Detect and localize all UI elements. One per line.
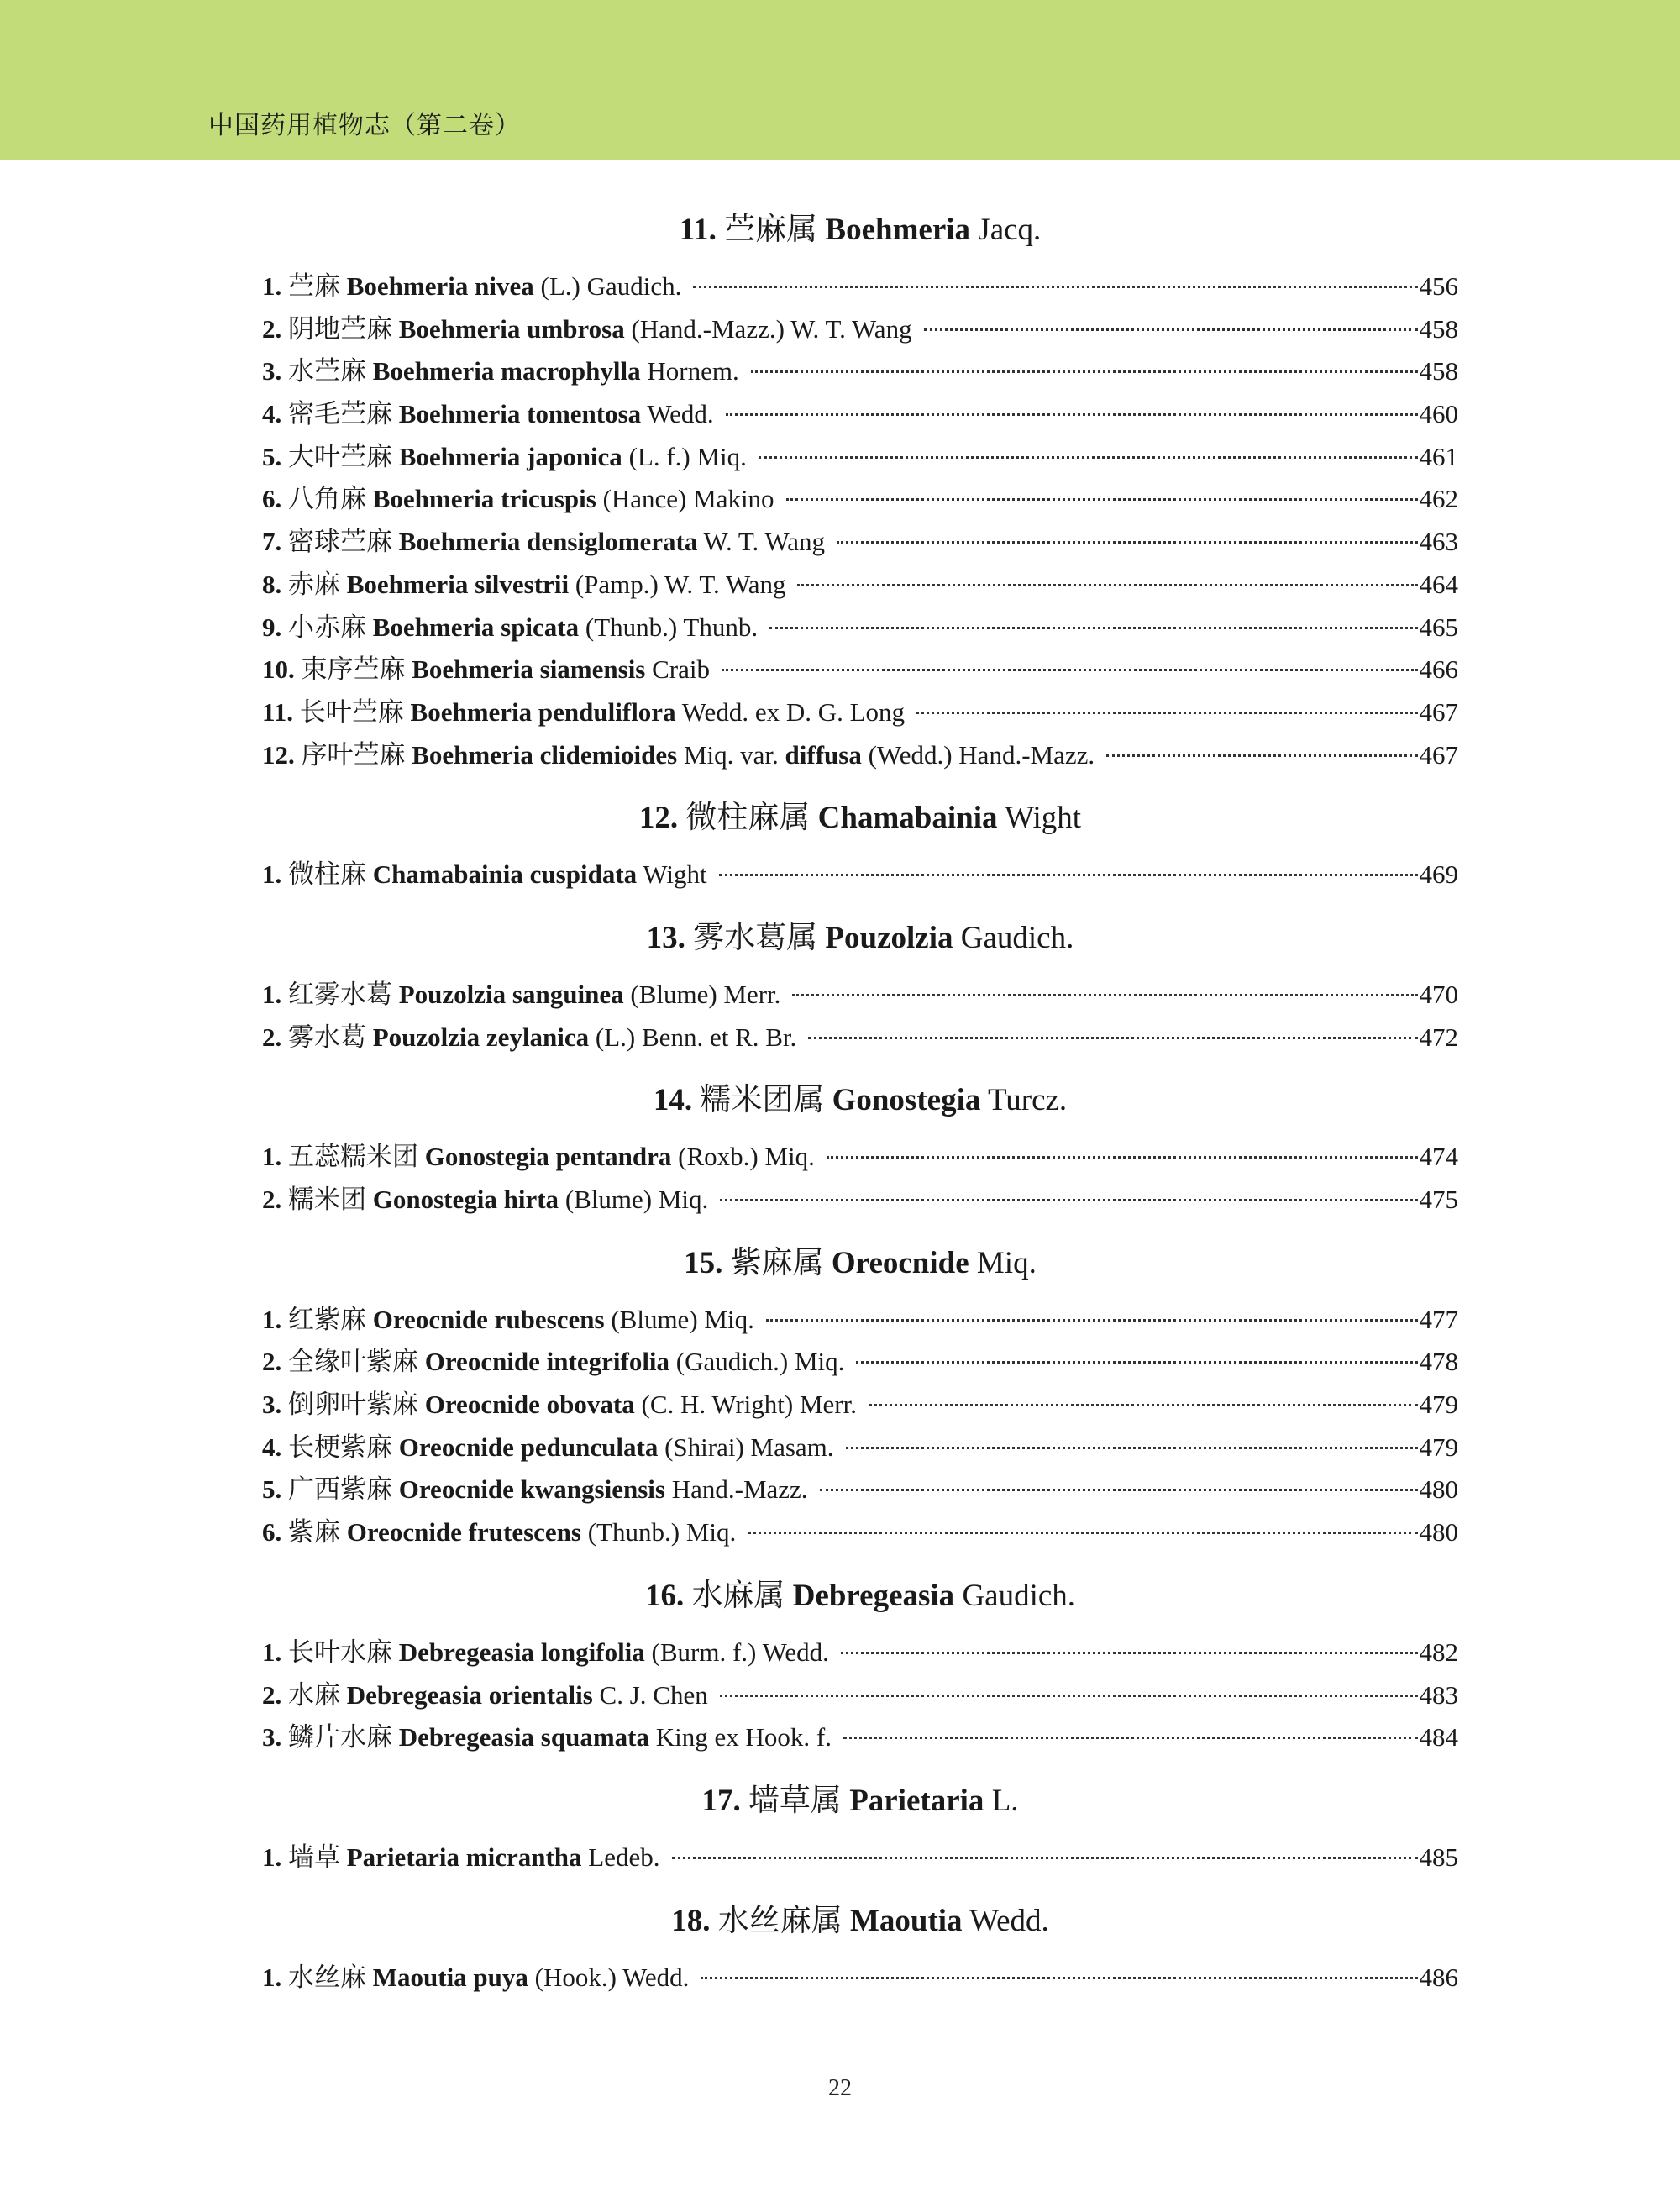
species-entry[interactable] <box>262 734 1458 777</box>
genus-number: 18. <box>671 1903 711 1938</box>
species-chinese-name: 水丝麻 <box>288 1962 366 1992</box>
species-number: 1. <box>262 979 282 1009</box>
genus-heading <box>262 1228 1458 1299</box>
species-chinese-name: 糯米团 <box>288 1185 366 1214</box>
species-scientific-name: Boehmeria tricuspis <box>372 484 596 514</box>
genus-number: 14. <box>653 1083 693 1118</box>
genus-chinese-name: 紫麻属 <box>730 1245 824 1280</box>
species-label <box>262 1299 754 1342</box>
species-scientific-name: Boehmeria penduliflora <box>410 696 676 727</box>
species-author: (Blume) Miq. <box>564 1185 709 1214</box>
species-number: 2. <box>262 313 282 344</box>
species-label <box>262 734 1095 777</box>
species-scientific-name: Oreocnide pedunculata <box>398 1432 659 1462</box>
species-label <box>262 521 825 564</box>
species-author: (Hance) Makino <box>602 484 774 514</box>
dot-leader <box>719 874 1418 876</box>
table-of-contents <box>262 195 1458 1999</box>
genus-chinese-name: 糯米团属 <box>700 1083 825 1118</box>
species-author: (L.) Gaudich. <box>540 271 682 301</box>
species-label <box>262 1427 834 1469</box>
species-entry[interactable] <box>262 308 1458 351</box>
species-author: (Pamp.) W. T. Wang <box>575 569 786 599</box>
genus-author: Gaudich. <box>962 1578 1076 1613</box>
species-chinese-name: 全缘叶紫麻 <box>288 1347 418 1377</box>
dot-leader <box>786 498 1418 501</box>
species-entry[interactable] <box>262 1837 1458 1879</box>
species-scientific-name: Debregeasia squamata <box>398 1722 649 1752</box>
species-author: Ledeb. <box>588 1842 660 1872</box>
page-reference: 463 <box>1419 527 1458 557</box>
page-reference: 480 <box>1419 1474 1458 1505</box>
dot-leader <box>769 627 1417 629</box>
dot-leader <box>1106 754 1417 757</box>
species-scientific-name: Boehmeria japonica <box>398 441 622 471</box>
page-reference: 477 <box>1419 1304 1458 1334</box>
species-label <box>262 854 707 896</box>
genus-number: 15. <box>684 1245 723 1280</box>
species-number: 6. <box>262 1517 282 1548</box>
page-reference: 456 <box>1419 271 1458 301</box>
species-label <box>262 1957 689 1999</box>
species-number: 4. <box>262 399 282 429</box>
species-author: Miq. var. <box>683 739 779 770</box>
species-entry[interactable] <box>262 1511 1458 1554</box>
species-number: 5. <box>262 1474 282 1505</box>
species-scientific-name: Boehmeria umbrosa <box>398 313 625 344</box>
species-chinese-name: 紫麻 <box>288 1517 340 1548</box>
species-author: (Gaudich.) Miq. <box>675 1347 845 1377</box>
dot-leader <box>820 1489 1418 1491</box>
species-entry[interactable] <box>262 1341 1458 1384</box>
species-number: 2. <box>262 1022 282 1052</box>
genus-heading <box>262 1065 1458 1136</box>
species-scientific-name: Boehmeria tomentosa <box>398 399 642 429</box>
species-entry[interactable] <box>262 1017 1458 1059</box>
species-chinese-name: 密球苎麻 <box>288 527 392 557</box>
species-chinese-name: 五蕊糯米团 <box>288 1142 418 1172</box>
genus-author: Jacq. <box>978 213 1042 247</box>
dot-leader <box>748 1532 1417 1534</box>
page-reference: 474 <box>1419 1142 1458 1172</box>
species-chinese-name: 长梗紫麻 <box>288 1432 392 1462</box>
genus-author: Gaudich. <box>960 920 1074 955</box>
dot-leader <box>797 584 1417 586</box>
page-reference: 469 <box>1419 859 1458 890</box>
species-scientific-name: Boehmeria densiglomerata <box>398 527 698 557</box>
species-author: (Hand.-Mazz.) W. T. Wang <box>631 313 912 344</box>
species-chinese-name: 红紫麻 <box>288 1304 366 1334</box>
page-reference: 464 <box>1419 569 1458 599</box>
species-scientific-name: Oreocnide kwangsiensis <box>398 1474 665 1505</box>
dot-leader <box>827 1156 1418 1159</box>
species-label <box>262 691 905 734</box>
species-label <box>262 478 774 521</box>
species-chinese-name: 阴地苎麻 <box>288 313 392 344</box>
species-label <box>262 393 714 436</box>
genus-section <box>262 1561 1458 1759</box>
page-number: 22 <box>828 2075 852 2101</box>
species-author: (Blume) Miq. <box>611 1304 754 1334</box>
dot-leader <box>693 286 1417 288</box>
genus-chinese-name: 墙草属 <box>748 1783 842 1818</box>
page-reference: 478 <box>1419 1347 1458 1377</box>
species-author: C. J. Chen <box>599 1679 708 1710</box>
species-scientific-name: Parietaria micrantha <box>346 1842 582 1872</box>
genus-scientific-name: Parietaria <box>849 1783 984 1818</box>
page-reference: 461 <box>1419 441 1458 471</box>
species-number: 8. <box>262 569 282 599</box>
species-label <box>262 1179 708 1222</box>
genus-number: 17. <box>701 1783 741 1818</box>
page-reference: 462 <box>1419 484 1458 514</box>
species-label <box>262 1716 832 1759</box>
species-entry[interactable] <box>262 1136 1458 1179</box>
species-entry[interactable] <box>262 691 1458 734</box>
genus-section <box>262 1886 1458 1999</box>
dot-leader <box>726 413 1418 416</box>
genus-section <box>262 903 1458 1059</box>
species-scientific-name: Boehmeria nivea <box>346 271 534 301</box>
dot-leader <box>672 1857 1418 1859</box>
species-chinese-name: 密毛苎麻 <box>288 399 392 429</box>
genus-chinese-name: 微柱麻属 <box>685 801 811 836</box>
species-number: 7. <box>262 527 282 557</box>
species-author: Hornem. <box>647 356 739 386</box>
dot-leader <box>916 712 1417 714</box>
species-chinese-name: 微柱麻 <box>288 859 366 890</box>
species-chinese-name: 序叶苎麻 <box>301 739 406 770</box>
species-entry[interactable] <box>262 1469 1458 1511</box>
dot-leader <box>808 1037 1417 1039</box>
species-label <box>262 436 747 479</box>
species-author: W. T. Wang <box>703 527 825 557</box>
species-chinese-name: 长叶苎麻 <box>299 696 404 727</box>
species-scientific-name: Maoutia puya <box>372 1962 528 1992</box>
dot-leader <box>841 1652 1418 1654</box>
species-number: 2. <box>262 1185 282 1214</box>
species-scientific-name: Debregeasia orientalis <box>346 1679 593 1710</box>
dot-leader <box>846 1447 1418 1449</box>
species-entry[interactable] <box>262 1384 1458 1427</box>
species-entry[interactable] <box>262 1957 1458 1999</box>
species-author: (Shirai) Masam. <box>664 1432 834 1462</box>
species-entry[interactable] <box>262 1427 1458 1469</box>
species-number: 10. <box>262 654 295 685</box>
species-number: 5. <box>262 441 282 471</box>
genus-scientific-name: Boehmeria <box>825 213 971 247</box>
page-reference: 479 <box>1419 1390 1458 1420</box>
species-entry[interactable] <box>262 350 1458 393</box>
species-label <box>262 350 739 393</box>
species-scientific-name: Debregeasia longifolia <box>398 1637 645 1667</box>
genus-scientific-name: Oreocnide <box>831 1245 969 1280</box>
species-label <box>262 1511 736 1554</box>
page-reference: 466 <box>1419 654 1458 685</box>
species-entry[interactable] <box>262 1179 1458 1222</box>
species-entry[interactable] <box>262 854 1458 896</box>
page-reference: 484 <box>1419 1722 1458 1752</box>
species-number: 3. <box>262 356 282 386</box>
species-author: King ex Hook. f. <box>655 1722 832 1752</box>
species-chinese-name: 长叶水麻 <box>288 1637 392 1667</box>
species-number: 1. <box>262 1842 282 1872</box>
dot-leader <box>701 1977 1417 1979</box>
species-chinese-name: 鳞片水麻 <box>288 1722 392 1752</box>
genus-chinese-name: 苎麻属 <box>724 213 818 247</box>
species-chinese-name: 广西紫麻 <box>288 1474 392 1505</box>
species-author: (L.) Benn. et R. Br. <box>595 1022 797 1052</box>
species-entry[interactable] <box>262 1299 1458 1342</box>
species-scientific-name: Chamabainia cuspidata <box>372 859 638 890</box>
species-number: 1. <box>262 1142 282 1172</box>
species-entry[interactable] <box>262 521 1458 564</box>
species-number: 1. <box>262 1637 282 1667</box>
species-entry[interactable] <box>262 974 1458 1017</box>
genus-section <box>262 1766 1458 1879</box>
genus-heading <box>262 1561 1458 1632</box>
species-number: 1. <box>262 1962 282 1992</box>
species-author: (C. H. Wright) Merr. <box>641 1390 857 1420</box>
genus-author: Wedd. <box>969 1903 1049 1938</box>
species-entry[interactable] <box>262 607 1458 649</box>
genus-scientific-name: Debregeasia <box>792 1578 955 1613</box>
species-chinese-name: 雾水葛 <box>288 1022 366 1052</box>
species-author: Wedd. ex D. G. Long <box>681 696 906 727</box>
book-title: 中国药用植物志（第二卷） <box>208 111 521 140</box>
species-number: 9. <box>262 612 282 642</box>
species-chinese-name: 水麻 <box>288 1679 340 1710</box>
genus-heading <box>262 903 1458 974</box>
page-reference: 486 <box>1419 1962 1458 1992</box>
page-reference: 480 <box>1419 1517 1458 1548</box>
species-author: (Thunb.) Thunb. <box>585 612 759 642</box>
species-chinese-name: 八角麻 <box>288 484 366 514</box>
species-entry[interactable] <box>262 265 1458 308</box>
species-scientific-name: Boehmeria macrophylla <box>372 356 641 386</box>
species-author: (Thunb.) Miq. <box>587 1517 737 1548</box>
genus-number: 16. <box>644 1578 685 1613</box>
species-scientific-name: Oreocnide integrifolia <box>424 1347 670 1377</box>
page-reference: 460 <box>1419 399 1458 429</box>
variety-author: (Wedd.) Hand.-Mazz. <box>868 739 1095 770</box>
species-chinese-name: 小赤麻 <box>288 612 366 642</box>
dot-leader <box>837 541 1418 544</box>
genus-section <box>262 195 1458 776</box>
species-entry[interactable] <box>262 393 1458 436</box>
page-reference: 485 <box>1419 1842 1458 1872</box>
species-scientific-name: Boehmeria clidemioides <box>412 739 678 770</box>
species-scientific-name: Oreocnide rubescens <box>372 1304 605 1334</box>
page-reference: 470 <box>1419 979 1458 1009</box>
genus-section <box>262 1228 1458 1554</box>
page-reference: 482 <box>1419 1637 1458 1667</box>
genus-author: Wight <box>1005 801 1082 836</box>
species-scientific-name: Gonostegia pentandra <box>424 1142 672 1172</box>
page-reference: 483 <box>1419 1679 1458 1710</box>
species-label <box>262 974 780 1017</box>
species-entry[interactable] <box>262 1716 1458 1759</box>
species-number: 3. <box>262 1722 282 1752</box>
species-scientific-name: Boehmeria siamensis <box>412 654 646 685</box>
dot-leader <box>843 1737 1418 1739</box>
species-number: 12. <box>262 739 295 770</box>
species-chinese-name: 水苎麻 <box>288 356 366 386</box>
genus-chinese-name: 雾水葛属 <box>693 920 818 955</box>
page-reference: 467 <box>1419 696 1458 727</box>
genus-number: 12. <box>638 801 679 836</box>
species-author: Craib <box>652 654 710 685</box>
species-scientific-name: Gonostegia hirta <box>372 1185 559 1214</box>
species-scientific-name: Pouzolzia zeylanica <box>372 1022 590 1052</box>
species-chinese-name: 倒卵叶紫麻 <box>288 1390 418 1420</box>
species-label <box>262 1341 844 1384</box>
species-chinese-name: 墙草 <box>288 1842 340 1872</box>
species-chinese-name: 大叶苎麻 <box>288 441 392 471</box>
species-entry[interactable] <box>262 649 1458 691</box>
species-number: 2. <box>262 1347 282 1377</box>
species-number: 1. <box>262 1304 282 1334</box>
species-chinese-name: 红雾水葛 <box>288 979 392 1009</box>
genus-section <box>262 783 1458 896</box>
species-label <box>262 265 681 308</box>
species-label <box>262 308 912 351</box>
species-label <box>262 1017 796 1059</box>
page-reference: 467 <box>1419 739 1458 770</box>
genus-heading <box>262 1766 1458 1837</box>
page-reference: 472 <box>1419 1022 1458 1052</box>
species-label <box>262 1632 829 1674</box>
species-author: (L. f.) Miq. <box>628 441 747 471</box>
species-label <box>262 1384 857 1427</box>
species-entry[interactable] <box>262 478 1458 521</box>
species-chinese-name: 束序苎麻 <box>301 654 406 685</box>
species-entry[interactable] <box>262 564 1458 607</box>
genus-author: Miq. <box>976 1245 1037 1280</box>
species-scientific-name: Oreocnide frutescens <box>346 1517 581 1548</box>
species-entry[interactable] <box>262 1674 1458 1717</box>
genus-chinese-name: 水麻属 <box>691 1578 785 1613</box>
page-reference: 479 <box>1419 1432 1458 1462</box>
genus-chinese-name: 水丝麻属 <box>717 1903 843 1938</box>
species-entry[interactable] <box>262 1632 1458 1674</box>
species-entry[interactable] <box>262 436 1458 479</box>
genus-author: L. <box>991 1783 1019 1818</box>
species-number: 1. <box>262 271 282 301</box>
species-author: (Burm. f.) Wedd. <box>651 1637 829 1667</box>
species-label <box>262 1469 808 1511</box>
genus-scientific-name: Gonostegia <box>832 1083 981 1118</box>
species-number: 1. <box>262 859 282 890</box>
species-number: 4. <box>262 1432 282 1462</box>
species-label <box>262 1837 660 1879</box>
species-scientific-name: Pouzolzia sanguinea <box>398 979 624 1009</box>
species-author: (Hook.) Wedd. <box>534 1962 690 1992</box>
species-label <box>262 564 785 607</box>
dot-leader <box>766 1319 1418 1322</box>
species-chinese-name: 苎麻 <box>288 271 340 301</box>
species-author: Wight <box>643 859 707 890</box>
genus-author: Turcz. <box>987 1083 1068 1118</box>
genus-number: 13. <box>646 920 685 955</box>
page-reference: 475 <box>1419 1185 1458 1214</box>
species-number: 6. <box>262 484 282 514</box>
genus-scientific-name: Maoutia <box>849 1903 963 1938</box>
dot-leader <box>924 328 1418 331</box>
species-author: Hand.-Mazz. <box>671 1474 808 1505</box>
dot-leader <box>856 1361 1417 1364</box>
genus-heading <box>262 195 1458 265</box>
genus-heading <box>262 1886 1458 1957</box>
dot-leader <box>720 1695 1418 1697</box>
species-scientific-name: Oreocnide obovata <box>424 1390 635 1420</box>
species-label <box>262 607 758 649</box>
genus-scientific-name: Pouzolzia <box>825 920 953 955</box>
species-scientific-name: Boehmeria spicata <box>372 612 580 642</box>
species-chinese-name: 赤麻 <box>288 569 340 599</box>
page-reference: 465 <box>1419 612 1458 642</box>
species-label <box>262 1674 708 1717</box>
species-number: 11. <box>262 696 294 727</box>
dot-leader <box>722 669 1418 671</box>
species-label <box>262 1136 815 1179</box>
dot-leader <box>751 370 1418 373</box>
species-scientific-name: Boehmeria silvestrii <box>346 569 570 599</box>
variety-name: diffusa <box>785 739 862 770</box>
species-author: (Blume) Merr. <box>630 979 781 1009</box>
dot-leader <box>720 1199 1417 1201</box>
species-number: 2. <box>262 1679 282 1710</box>
dot-leader <box>869 1404 1418 1406</box>
species-author: (Roxb.) Miq. <box>678 1142 815 1172</box>
species-author: Wedd. <box>647 399 714 429</box>
page-reference: 458 <box>1419 356 1458 386</box>
species-label <box>262 649 710 691</box>
dot-leader <box>792 994 1417 996</box>
dot-leader <box>759 456 1418 459</box>
genus-scientific-name: Chamabainia <box>817 801 998 836</box>
genus-heading <box>262 783 1458 854</box>
genus-number: 11. <box>679 213 717 247</box>
page-reference: 458 <box>1419 313 1458 344</box>
genus-section <box>262 1065 1458 1221</box>
species-number: 3. <box>262 1390 282 1420</box>
